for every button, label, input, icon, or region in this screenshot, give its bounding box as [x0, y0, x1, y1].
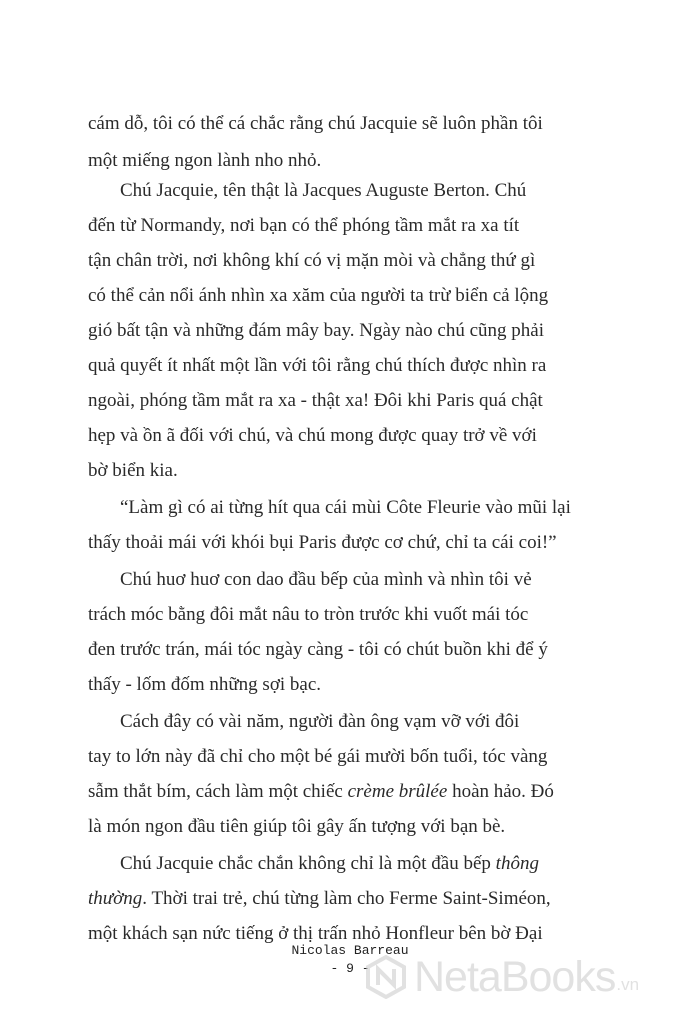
text-line: có thể cản nổi ánh nhìn xa xăm của người ta trừ biển cả lộng	[88, 285, 549, 306]
page-number: - 9 -	[330, 961, 370, 976]
text-line: đen trước trán, mái tóc ngày càng - tôi có chút buồn khi để ý	[88, 639, 548, 660]
text-line: gió bất tận và những đám mây bay. Ngày nào chú cũng phải	[88, 320, 544, 341]
text-line: tay to lớn này đã chỉ cho một bé gái mười bốn tuổi, tóc vàng	[88, 746, 548, 767]
text-line: thấy thoải mái với khói bụi Paris được cơ chứ, chỉ ta cái coi!”	[88, 532, 557, 553]
text-line: đến từ Normandy, nơi bạn có thể phóng tầm mắt ra xa tít	[88, 215, 520, 236]
publisher-watermark	[364, 952, 640, 1001]
text-line: quả quyết ít nhất một lần với tôi rằng chú thích được nhìn ra	[88, 355, 547, 376]
text-line: sẫm thắt bím, cách làm một chiếc crème brûlée hoàn hảo. Đó	[88, 781, 554, 802]
text-line: thấy - lốm đốm những sợi bạc.	[88, 674, 322, 695]
watermark-suffix: .vn	[616, 975, 640, 994]
text-line: cám dỗ, tôi có thể cá chắc rằng chú Jacquie sẽ luôn phần tôi	[88, 113, 543, 134]
text-line: Cách đây có vài năm, người đàn ông vạm vỡ với đôi	[120, 711, 520, 732]
text-line: “Làm gì có ai từng hít qua cái mùi Côte Fleurie vào mũi lại	[120, 497, 571, 518]
text-line: thường. Thời trai trẻ, chú từng làm cho Ferme Saint-Siméon,	[88, 888, 551, 909]
text-line: Chú huơ huơ con dao đầu bếp của mình và nhìn tôi vẻ	[120, 569, 532, 590]
netabooks-logo-icon	[364, 955, 408, 999]
text-line: hẹp và ồn ã đối với chú, và chú mong được quay trở về với	[88, 425, 537, 446]
text-line: một miếng ngon lành nho nhỏ.	[88, 150, 322, 171]
text-line: Chú Jacquie chắc chắn không chỉ là một đầu bếp thông	[120, 853, 539, 874]
text-line: một khách sạn nức tiếng ở thị trấn nhỏ Honfleur bên bờ Đại	[88, 923, 543, 944]
text-line: trách móc bằng đôi mắt nâu to tròn trước khi vuốt mái tóc	[88, 604, 529, 625]
text-line: tận chân trời, nơi không khí có vị mặn mòi và chẳng thứ gì	[88, 250, 536, 271]
text-line: là món ngon đầu tiên giúp tôi gây ấn tượng với bạn bè.	[88, 816, 506, 837]
text-line: ngoài, phóng tầm mắt ra xa - thật xa! Đôi khi Paris quá chật	[88, 390, 543, 411]
text-line: bờ biển kia.	[88, 460, 178, 481]
text-line: Chú Jacquie, tên thật là Jacques Auguste Berton. Chú	[120, 180, 527, 201]
watermark-text: NetaBooks	[414, 952, 616, 1001]
running-footer-author: Nicolas Barreau	[291, 943, 409, 958]
